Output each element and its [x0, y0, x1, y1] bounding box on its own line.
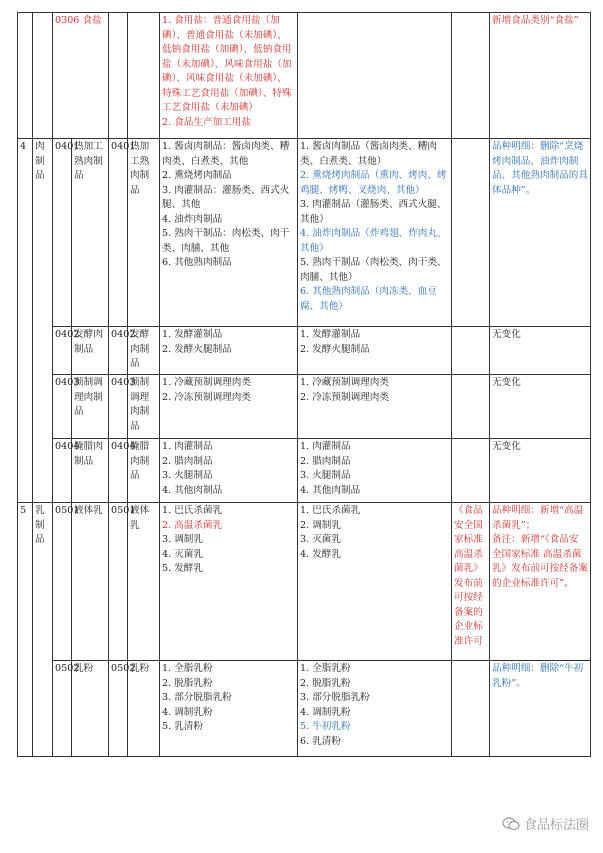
cell-category [33, 13, 53, 139]
watermark [502, 814, 589, 833]
cell-old-name: 乳粉 [72, 661, 109, 757]
cell-basis [452, 661, 490, 757]
cell-no: 5 [18, 503, 33, 757]
cell-old-code: 0501 [53, 503, 72, 661]
table-row [18, 327, 591, 375]
cell-old-name: 发酵肉制品 [72, 327, 109, 375]
cell-new-code: 0501 [109, 503, 128, 661]
cell-new-name: 热加工熟肉制品 [128, 139, 160, 327]
cell-remark: 新增食品类别“食盐” [490, 13, 591, 139]
cell-remark: 无变化 [490, 439, 591, 503]
cell-new-items [298, 13, 452, 139]
table-row [18, 13, 591, 139]
table-row [18, 375, 591, 439]
cell-new-code: 0403 [109, 375, 128, 439]
cell-basis [452, 375, 490, 439]
cell-new-items: 1. 发酵灌制品 2. 发酵火腿制品 [298, 327, 452, 375]
cell-old-name: 预制调理肉制品 [72, 375, 109, 439]
cell-remark: 无变化 [490, 327, 591, 375]
cell-old-code: 0402 [53, 327, 72, 375]
watermark-text: 食品标法圈 [523, 818, 589, 833]
cell-category: 乳制品 [33, 503, 53, 757]
cell-new-items: 1. 巴氏杀菌乳 2. 调制乳 3. 灭菌乳 4. 发酵乳 [298, 503, 452, 661]
cell-old-code: 0403 [53, 375, 72, 439]
cell-no [18, 13, 33, 139]
cell-old-code: 0401 [53, 139, 72, 327]
cell-basis [452, 439, 490, 503]
cell-remark: 无变化 [490, 375, 591, 439]
cell-remark: 品种明细：删除“烹烧烤肉制品、油炸肉制品、其他熟肉制品的具体品种”。 [490, 139, 591, 327]
cell-old-name: 液体乳 [72, 503, 109, 661]
cell-old-code: 0404 [53, 439, 72, 503]
cell-new-code: 0402 [109, 327, 128, 375]
cell-new-name: 预制调理肉制品 [128, 375, 160, 439]
cell-new-name: 液体乳 [128, 503, 160, 661]
cell-old-name: 热加工熟肉制品 [72, 139, 109, 327]
cell-old-items: 1. 发酵灌制品 2. 发酵火腿制品 [160, 327, 298, 375]
cell-new-name: 乳粉 [128, 661, 160, 757]
cell-old-items: 1. 肉灌制品 2. 腊肉制品 3. 火腿制品 4. 其他肉制品 [160, 439, 298, 503]
cell-old-code: 0502 [53, 661, 72, 757]
cell-old-code-name: 0306 食盐 [53, 13, 109, 139]
table-row [18, 439, 591, 503]
table-row [18, 139, 591, 327]
cell-no: 4 [18, 139, 33, 503]
catalogue-comparison-table [17, 12, 591, 757]
cell-old-items: 1. 冷藏预制调理肉类 2. 冷冻预制调理肉类 [160, 375, 298, 439]
cell-old-items: 1. 酱卤肉制品：酱卤肉类、糟肉类、白煮类、其他 2. 熏烧烤肉制品 3. 肉灌制品：灌肠类、西式火腿、其他 4. 油炸肉制品 5. 熟肉干制品：肉松类、肉干类、肉脯、其他 6. 其他熟肉制品 [160, 139, 298, 327]
cell-new-items: 1. 冷藏预制调理肉类 2. 冷冻预制调理肉类 [298, 375, 452, 439]
cell-new-code: 0404 [109, 439, 128, 503]
cell-old-items: 1. 巴氏杀菌乳 2. 高温杀菌乳 3. 调制乳 4. 灭菌乳 5. 发酵乳 [160, 503, 298, 661]
cell-old-name: 腌腊肉制品 [72, 439, 109, 503]
cell-new-items: 1. 肉灌制品 2. 腊肉制品 3. 火腿制品 4. 其他肉制品 [298, 439, 452, 503]
cell-remark: 品种明细：新增“高温杀菌乳”； 备注：新增“《食品安全国家标准 高温杀菌乳》发布前可按经备案的企业标准许可”。 [490, 503, 591, 661]
cell-basis: 《食品安全国家标准 高温杀菌乳》发布前可按经备案的企业标准许可 [452, 503, 490, 661]
cell-old-items: 1. 食用盐：普通食用盐（加碘）、普通食用盐（未加碘）、低钠食用盐（加碘）、低钠食用盐（未加碘）、风味食用盐（加碘）、风味食用盐（未加碘）、特殊工艺食用盐（加碘）、特殊工艺食用盐（未加碘） 2. 食品生产加工用盐 [160, 13, 298, 139]
cell-new-code [109, 13, 128, 139]
cell-new-items: 1. 全脂乳粉 2. 脱脂乳粉 3. 部分脱脂乳粉 4. 调制乳粉 5. 牛初乳粉 6. 乳清粉 [298, 661, 452, 757]
cell-new-name [128, 13, 160, 139]
cell-category: 肉制品 [33, 139, 53, 503]
cell-basis [452, 139, 490, 327]
cell-new-code: 0401 [109, 139, 128, 327]
table-row [18, 661, 591, 757]
cell-remark: 品种明细：删除“牛初乳粉”。 [490, 661, 591, 757]
cell-old-items: 1. 全脂乳粉 2. 脱脂乳粉 3. 部分脱脂乳粉 4. 调制乳粉 5. 乳清粉 [160, 661, 298, 757]
wechat-icon [502, 817, 520, 831]
cell-new-name: 腌腊肉制品 [128, 439, 160, 503]
cell-new-items: 1. 酱卤肉制品（酱卤肉类、糟肉类、白煮类、其他） 2. 熏烧烤肉制品（熏肉、烤肉、烤鸡腿、烤鸭、叉烧肉、其他） 3. 肉灌制品（灌肠类、西式火腿、其他） 4. 油炸肉制品（炸鸡翅、炸肉丸、其他） 5. 熟肉干制品（肉松类、肉干类、肉脯、其他） 6. 其他熟肉制品（肉冻类、血豆腐、其他） [298, 139, 452, 327]
cell-new-code: 0502 [109, 661, 128, 757]
cell-basis [452, 13, 490, 139]
cell-new-name: 发酵肉制品 [128, 327, 160, 375]
cell-basis [452, 327, 490, 375]
table-row [18, 503, 591, 661]
